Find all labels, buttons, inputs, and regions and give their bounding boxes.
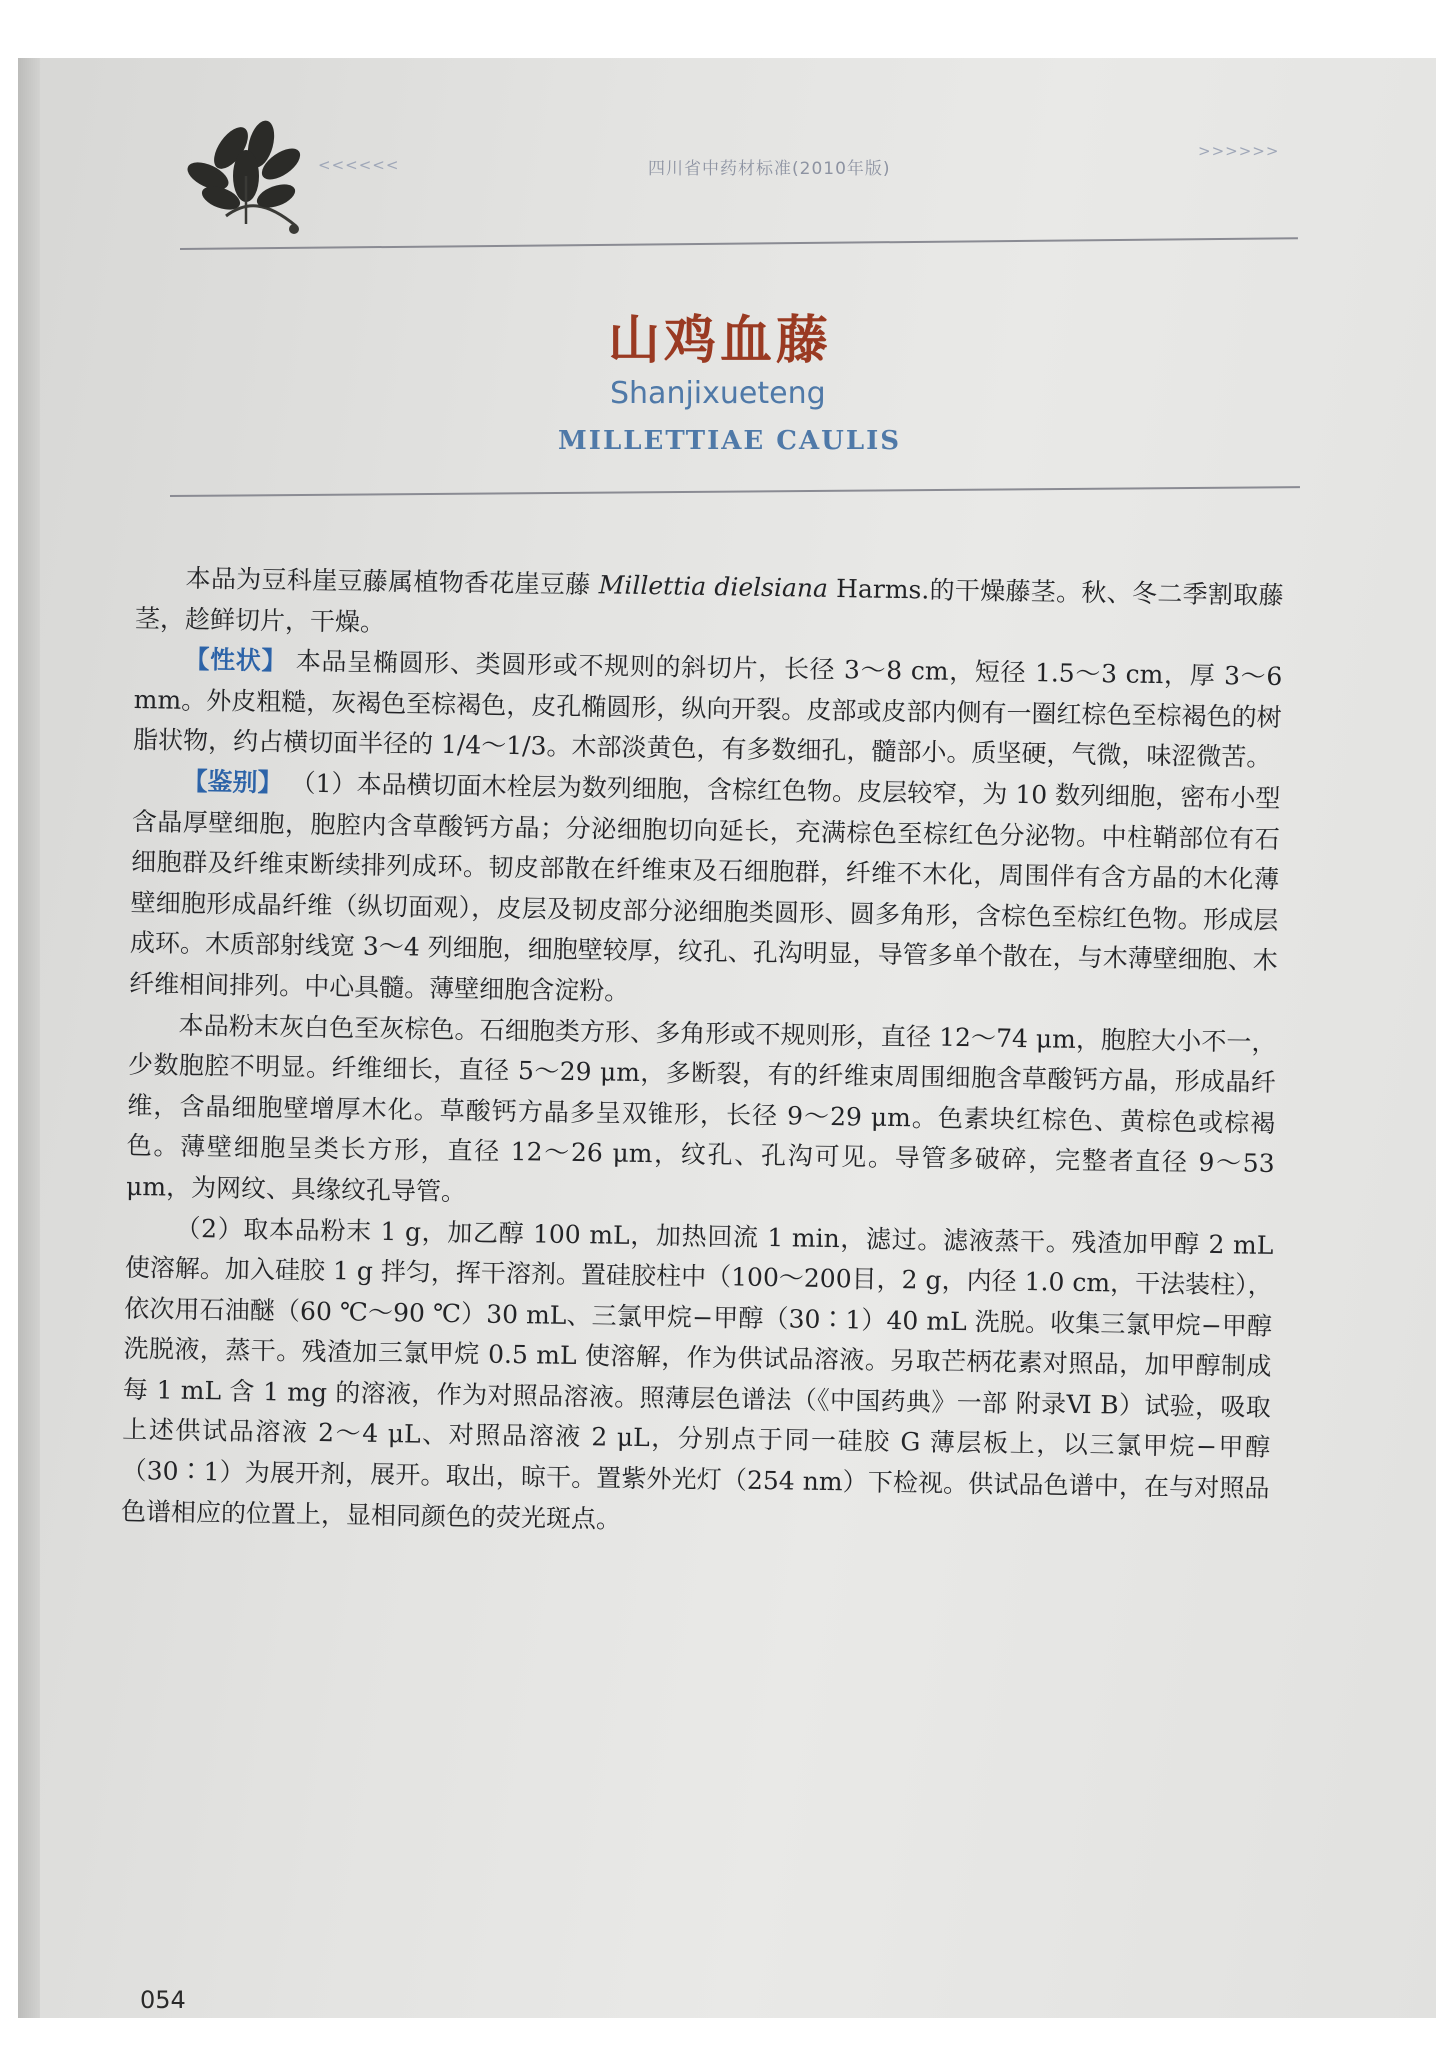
entry-title-latin: MILLETTIAE CAULIS <box>558 426 902 456</box>
header-arrows-left: <<<<<< <box>318 156 400 174</box>
section-tag-identification: 【鉴别】 <box>182 766 283 798</box>
description-text: 本品呈椭圆形、类圆形或不规则的斜切片，长径 3～8 cm，短径 1.5～3 cm，厚 3～6 mm。外皮粗糙，灰褐色至棕褐色，皮孔椭圆形，纵向开裂。皮部或皮部内侧有一圈红棕色至棕褐色的树脂状物，约占横切面半径的 1/4～1/3。木部淡黄色，有多数细孔，髓部小。质坚硬，气微，味涩微苦。 <box>132 646 1283 773</box>
bottom-divider <box>170 486 1300 497</box>
header-arrows-right: >>>>>> <box>1198 142 1280 160</box>
page-number: 054 <box>140 1986 186 2014</box>
book-page <box>18 58 1436 2018</box>
latin-species-name: Millettia dielsiana <box>598 570 829 603</box>
powder-paragraph: 本品粉末灰白色至灰棕色。石细胞类方形、多角形或不规则形，直径 12～74 μm，胞腔大小不一，少数胞腔不明显。纤维细长，直径 5～29 μm，多断裂，有的纤维束周围细胞含草酸钙方晶，形成晶纤维，含晶细胞壁增厚木化。草酸钙方晶多呈双锥形，长径 9～29 μm。色素块红棕色、黄棕色或棕褐色。薄壁细胞呈类长方形，直径 12～26 μm，纹孔、孔沟可见。导管多破碎，完整者直径 9～53 μm，为网纹、具缘纹孔导管。 <box>125 1010 1277 1207</box>
running-header-title: 四川省中药材标准(2010年版) <box>648 159 891 179</box>
tlc-paragraph: （2）取本品粉末 1 g，加乙醇 100 mL，加热回流 1 min，滤过。滤液蒸干。残渣加甲醇 2 mL 使溶解。加入硅胶 1 g 拌匀，挥干溶剂。置硅胶柱中（100～200目，2 g，内径 1.0 cm，干法装柱），依次用石油醚（60 ℃～90 ℃）30 mL、三氯甲烷−甲醇（30∶1）40 mL 洗脱。收集三氯甲烷−甲醇洗脱液，蒸干。残渣加三氯甲烷 0.5 mL 使溶解，作为供试品溶液。另取芒柄花素对照品，加甲醇制成每 1 mL 含 1 mg 的溶液，作为对照品溶液。照薄层色谱法（《中国药典》一部 附录Ⅵ B）试验，吸取上述供试品溶液 2～4 μL、对照品溶液 2 μL，分别点于同一硅胶 G 薄层板上，以三氯甲烷−甲醇（30∶1）为展开剂，展开。取出，晾干。置紫外光灯（254 nm）下检视。供试品色谱中，在与对照品色谱相应的位置上，显相同颜色的荧光斑点。 <box>120 1213 1274 1534</box>
top-divider <box>180 237 1298 250</box>
leaf-logo-icon <box>186 106 316 266</box>
page-binding-edge <box>18 58 40 2018</box>
identification-paragraph <box>129 761 1281 1023</box>
source-text-cont: Harms.的干燥藤茎。秋、冬二季割取藤茎，趁鲜切片，干燥。 <box>134 573 1284 637</box>
section-tag-description: 【性状】 <box>184 644 288 676</box>
entry-title-pinyin: Shanjixueteng <box>610 376 826 411</box>
source-text: 本品为豆科崖豆藤属植物香花崖豆藤 <box>185 563 600 600</box>
description-paragraph <box>133 639 1283 779</box>
monograph-body <box>121 558 1284 1550</box>
entry-title-chinese: 山鸡血藤 <box>608 310 833 371</box>
identification-text: （1）本品横切面木栓层为数列细胞，含棕红色物。皮层较窄，为 10 数列细胞，密布小型含晶厚壁细胞，胞腔内含草酸钙方晶；分泌细胞切向延长，充满棕色至棕红色分泌物。中柱鞘部位有石细胞群及纤维束断续排列成环。韧皮部散在纤维束及石细胞群，纤维不木化，周围伴有含方晶的木化薄壁细胞形成晶纤维（纵切面观），皮层及韧皮部分泌细胞类圆形、圆多角形，含棕色至棕红色物。形成层成环。木质部射线宽 3～4 列细胞，细胞壁较厚，纹孔、孔沟明显，导管多单个散在，与木薄壁细胞、木纤维相间排列。中心具髓。薄壁细胞含淀粉。 <box>129 768 1281 1006</box>
